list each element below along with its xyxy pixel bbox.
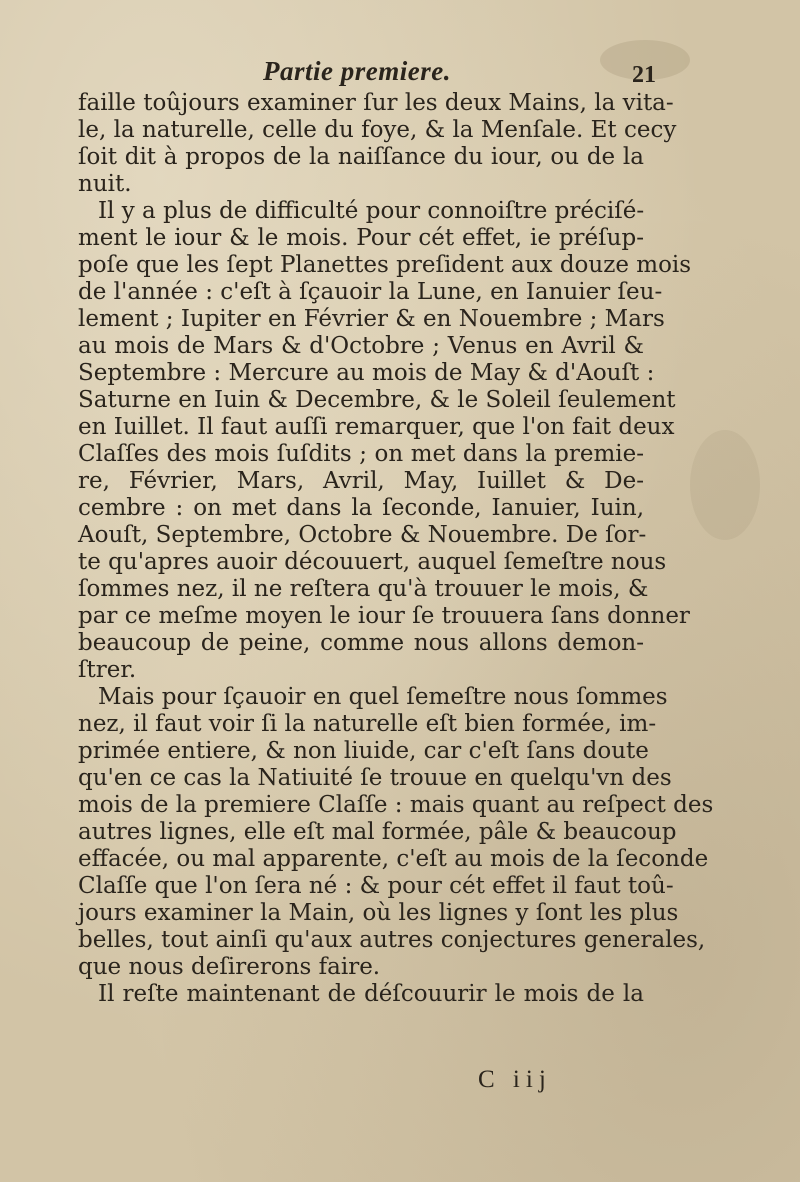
text-line: Saturne en Iuin & Decembre, & le Soleil ſeulement: [78, 387, 676, 413]
signature-mark: C iij: [478, 1066, 552, 1093]
text-line: nuit.: [78, 171, 132, 197]
text-line: que nous deſirerons faire.: [78, 954, 381, 980]
text-line: belles, tout ainſi qu'aux autres conjectures generales,: [78, 927, 706, 953]
text-line: autres lignes, elle eſt mal formée, pâle & beaucoup: [78, 819, 677, 845]
text-line: te qu'apres auoir découuert, auquel ſemeſtre nous: [78, 549, 667, 575]
text-line: lement ; Iupiter en Février & en Nouembre ; Mars: [78, 306, 665, 332]
text-line: Claſſes des mois ſuſdits ; on met dans la premie-: [78, 441, 644, 467]
text-line: par ce meſme moyen le iour ſe trouuera ſans donner: [78, 603, 690, 629]
text-line: faille toûjours examiner ſur les deux Mains, la vita-: [78, 90, 674, 116]
text-line: beaucoup de peine, comme nous allons demon-: [78, 630, 644, 656]
text-line: ſtrer.: [78, 657, 137, 683]
text-line: effacée, ou mal apparente, c'eſt au mois de la ſeconde: [78, 846, 709, 872]
text-line: Il y a plus de difficulté pour connoiſtre préciſé-: [98, 198, 645, 224]
text-line: ſoit dit à propos de la naiſſance du iour, ou de la: [78, 144, 644, 170]
running-head: Partie premiere.: [263, 56, 451, 86]
text-line: en Iuillet. Il faut auſſi remarquer, que l'on fait deux: [78, 414, 675, 440]
text-line: au mois de Mars & d'Octobre ; Venus en Avril &: [78, 333, 644, 359]
text-line: jours examiner la Main, où les lignes y ſont les plus: [78, 900, 679, 926]
page-number: 21: [632, 62, 656, 88]
text-line: le, la naturelle, celle du foye, & la Menſale. Et cecy: [78, 117, 677, 143]
text-line: ment le iour & le mois. Pour cét effet, ie préſup-: [78, 225, 644, 251]
text-line: de l'année : c'eſt à ſçauoir la Lune, en Ianuier ſeu-: [78, 279, 663, 305]
text-line: Septembre : Mercure au mois de May & d'Aouſt :: [78, 360, 655, 386]
text-line: mois de la premiere Claſſe : mais quant au reſpect des: [78, 792, 714, 818]
text-line: cembre : on met dans la ſeconde, Ianuier, Iuin,: [78, 495, 644, 521]
body-text: [78, 90, 714, 1008]
text-line: ſommes nez, il ne reſtera qu'à trouuer le mois, &: [78, 576, 649, 602]
text-line: Claſſe que l'on ſera né : & pour cét effet il faut toû-: [78, 873, 674, 899]
text-line: Il reſte maintenant de déſcouurir le mois de la: [98, 981, 644, 1007]
text-line: nez, il faut voir ſi la naturelle eſt bien formée, im-: [78, 711, 657, 737]
paper-stain: [690, 430, 760, 540]
text-line: Aouſt, Septembre, Octobre & Nouembre. De ſor-: [78, 522, 647, 548]
text-line: re, Février, Mars, Avril, May, Iuillet & De-: [78, 468, 644, 494]
text-line: primée entiere, & non liuide, car c'eſt ſans doute: [78, 738, 649, 764]
text-line: qu'en ce cas la Natiuité ſe trouue en quelqu'vn des: [78, 765, 672, 791]
page-header: [78, 56, 656, 92]
text-line: Mais pour ſçauoir en quel ſemeſtre nous ſommes: [98, 684, 668, 710]
text-line: poſe que les ſept Planettes preſident aux douze mois: [78, 252, 692, 278]
